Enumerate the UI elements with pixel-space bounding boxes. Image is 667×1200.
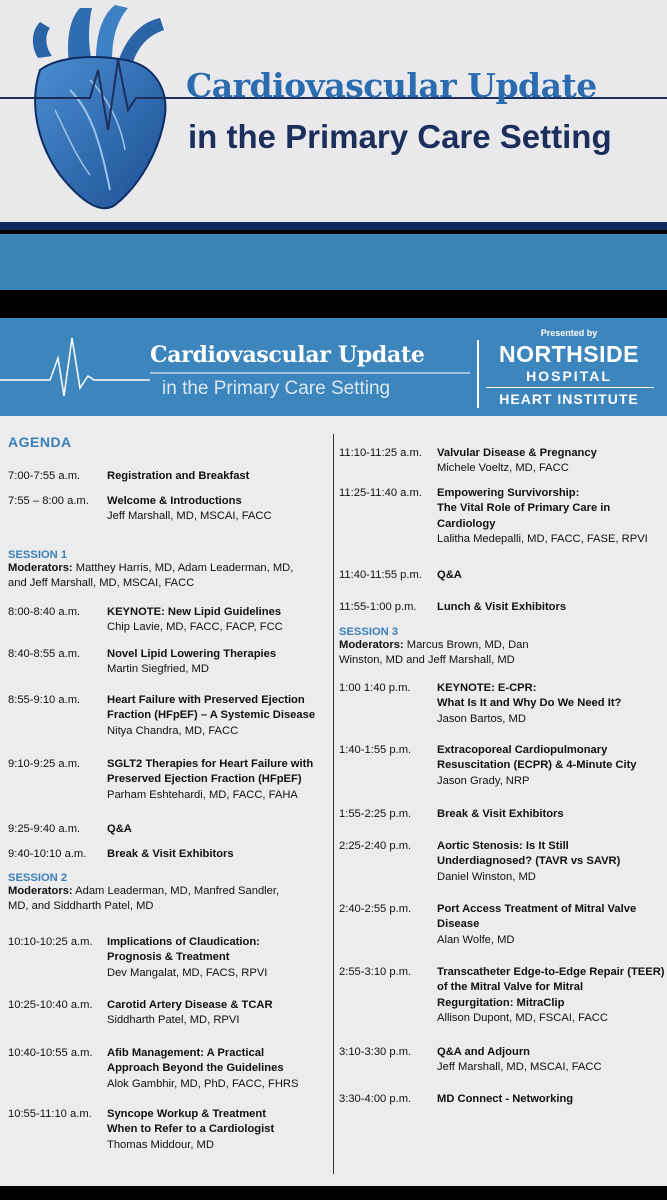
- agenda-item: [8, 494, 272, 525]
- agenda-item: [339, 681, 621, 727]
- agenda-session-title: When to Refer to a Cardiologist: [107, 1123, 275, 1136]
- column-divider: [333, 434, 334, 1174]
- agenda-session-title: Underdiagnosed? (TAVR vs SAVR): [437, 855, 621, 868]
- agenda-session-title: Q&A: [437, 569, 462, 581]
- agenda-speaker: Dev Mangalat, MD, FACS, RPVI: [107, 966, 268, 979]
- moderators-line: Winston, MD and Jeff Marshall, MD: [339, 654, 515, 667]
- org-logo-name: NORTHSIDE: [499, 341, 639, 367]
- agenda-time: 8:55-9:10 a.m.: [8, 694, 81, 706]
- agenda-panel: [0, 416, 667, 1200]
- moderators-line: and Jeff Marshall, MD, MSCAI, FACC: [8, 577, 195, 590]
- agenda-item: [8, 469, 249, 484]
- agenda-speaker: Allison Dupont, MD, FSCAI, FACC: [437, 1012, 608, 1025]
- agenda-details: [107, 469, 249, 484]
- agenda-details: [107, 1107, 274, 1153]
- agenda-time: 11:55-1:00 p.m.: [339, 601, 417, 613]
- agenda-item: [8, 757, 313, 803]
- agenda-item: [8, 935, 267, 981]
- agenda-speaker: Martin Siegfried, MD: [107, 663, 209, 676]
- agenda-session-title: Novel Lipid Lowering Therapies: [107, 648, 277, 660]
- session-label: SESSION 1: [8, 549, 68, 561]
- agenda-title: AGENDA: [8, 434, 72, 450]
- agenda-details: [437, 600, 566, 615]
- blue-band: [0, 234, 667, 290]
- moderators-label: Moderators:: [8, 562, 73, 574]
- agenda-speaker: Daniel Winston, MD: [437, 870, 536, 883]
- agenda-item: [339, 486, 648, 548]
- header-title: Cardiovascular Update: [150, 342, 425, 368]
- agenda-time: 10:55-11:10 a.m.: [8, 1108, 92, 1120]
- agenda-item: [8, 605, 283, 636]
- moderators-line: [8, 884, 279, 899]
- agenda-session-title: KEYNOTE: E-CPR:: [437, 682, 537, 694]
- agenda-session-title: Welcome & Introductions: [107, 495, 242, 507]
- agenda-details: [437, 839, 620, 885]
- agenda-item: [8, 647, 276, 678]
- agenda-item: [339, 965, 665, 1027]
- agenda-session-title: Syncope Workup & Treatment: [107, 1108, 266, 1120]
- agenda-session-title: Regurgitation: MitraClip: [437, 996, 565, 1009]
- agenda-details: [107, 822, 132, 837]
- moderators-names: Marcus Brown, MD, Dan: [403, 639, 529, 651]
- agenda-details: [107, 605, 283, 636]
- agenda-speaker: Siddharth Patel, MD, RPVI: [107, 1014, 240, 1027]
- agenda-speaker: Alan Wolfe, MD: [437, 933, 515, 946]
- agenda-details: [107, 1046, 298, 1092]
- agenda-session-title: Afib Management: A Practical: [107, 1047, 265, 1059]
- agenda-details: [107, 494, 272, 525]
- agenda-speaker: Thomas Middour, MD: [107, 1138, 214, 1151]
- agenda-session-title: Q&A and Adjourn: [437, 1046, 531, 1058]
- anatomical-heart-icon: [0, 0, 667, 224]
- moderators-line: [8, 561, 293, 576]
- agenda-item: [8, 847, 234, 862]
- agenda-session-title: Preserved Ejection Fraction (HFpEF): [107, 773, 302, 786]
- agenda-details: [437, 568, 462, 583]
- agenda-session-title: Port Access Treatment of Mitral Valve: [437, 903, 637, 915]
- agenda-time: 8:40-8:55 a.m.: [8, 648, 81, 660]
- agenda-session-title: Resuscitation (ECPR) & 4-Minute City: [437, 759, 637, 772]
- agenda-details: [107, 757, 313, 803]
- agenda-speaker: Michele Voeltz, MD, FACC: [437, 462, 569, 475]
- agenda-details: [437, 807, 564, 822]
- agenda-session-title: Empowering Survivorship:: [437, 487, 580, 499]
- session-label: SESSION 3: [339, 626, 399, 638]
- session-moderators: [8, 884, 279, 915]
- agenda-item: [339, 902, 636, 948]
- agenda-time: 1:40-1:55 p.m.: [339, 744, 412, 756]
- moderators-line: [339, 638, 529, 653]
- banner-title: Cardiovascular Update: [186, 66, 597, 105]
- agenda-item: [339, 839, 620, 885]
- agenda-details: [437, 902, 636, 948]
- agenda-time: 2:40-2:55 p.m.: [339, 903, 412, 915]
- agenda-session-title: Transcatheter Edge-to-Edge Repair (TEER): [437, 966, 665, 978]
- agenda-item: [339, 807, 564, 822]
- agenda-item: [339, 1092, 573, 1107]
- agenda-details: [107, 998, 273, 1029]
- agenda-session-title: Heart Failure with Preserved Ejection: [107, 694, 305, 706]
- agenda-session-title: Fraction (HFpEF) – A Systemic Disease: [107, 709, 316, 722]
- agenda-details: [107, 847, 234, 862]
- agenda-session-title: Aortic Stenosis: Is It Still: [437, 840, 569, 852]
- event-header: [0, 318, 667, 416]
- agenda-time: 11:40-11:55 p.m.: [339, 569, 422, 581]
- header-subtitle: in the Primary Care Setting: [162, 378, 391, 399]
- agenda-speaker: Jeff Marshall, MD, MSCAI, FACC: [437, 1061, 602, 1074]
- agenda-speaker: Chip Lavie, MD, FACC, FACP, FCC: [107, 621, 283, 634]
- moderators-names: Adam Leaderman, MD, Manfred Sandler,: [72, 885, 280, 897]
- agenda-session-title: Break & Visit Exhibitors: [107, 848, 234, 860]
- agenda-time: 9:10-9:25 a.m.: [8, 758, 81, 770]
- agenda-time: 10:25-10:40 a.m.: [8, 999, 93, 1011]
- agenda-session-title: Carotid Artery Disease & TCAR: [107, 999, 273, 1011]
- session-moderators: [339, 638, 529, 669]
- agenda-time: 10:40-10:55 a.m.: [8, 1047, 93, 1059]
- agenda-time: 8:00-8:40 a.m.: [8, 606, 81, 618]
- agenda-session-title: The Vital Role of Primary Care in: [437, 502, 611, 515]
- agenda-time: 7:55 – 8:00 a.m.: [8, 495, 89, 507]
- agenda-session-title: Implications of Claudication:: [107, 936, 260, 948]
- agenda-item: [8, 822, 132, 837]
- agenda-session-title: Valvular Disease & Pregnancy: [437, 447, 597, 459]
- agenda-session-title: of the Mitral Valve for Mitral: [437, 981, 584, 994]
- agenda-session-title: KEYNOTE: New Lipid Guidelines: [107, 606, 282, 618]
- banner-subtitle: in the Primary Care Setting: [188, 118, 612, 155]
- agenda-session-title: Approach Beyond the Guidelines: [107, 1062, 284, 1075]
- agenda-speaker: Jason Bartos, MD: [437, 712, 526, 725]
- agenda-item: [339, 446, 597, 477]
- agenda-details: [437, 965, 665, 1027]
- agenda-item: [8, 693, 315, 739]
- agenda-details: [437, 743, 637, 789]
- agenda-item: [8, 1107, 274, 1153]
- agenda-time: 11:10-11:25 a.m.: [339, 447, 422, 459]
- agenda-session-title: What Is It and Why Do We Need It?: [437, 697, 622, 710]
- agenda-details: [107, 935, 267, 981]
- top-banner: [0, 0, 667, 224]
- session-label: SESSION 2: [8, 872, 68, 884]
- agenda-session-title: Extracoporeal Cardiopulmonary: [437, 744, 608, 756]
- moderators-line: MD, and Siddharth Patel, MD: [8, 900, 154, 913]
- agenda-time: 1:00 1:40 p.m.: [339, 682, 411, 694]
- agenda-time: 9:40-10:10 a.m.: [8, 848, 87, 860]
- agenda-session-title: Break & Visit Exhibitors: [437, 808, 564, 820]
- agenda-item: [339, 743, 637, 789]
- agenda-session-title: MD Connect - Networking: [437, 1093, 574, 1105]
- agenda-session-title: Registration and Breakfast: [107, 470, 250, 482]
- agenda-session-title: Q&A: [107, 823, 132, 835]
- agenda-time: 2:55-3:10 p.m.: [339, 966, 412, 978]
- agenda-time: 1:55-2:25 p.m.: [339, 808, 412, 820]
- agenda-item: [8, 998, 273, 1029]
- org-logo-institute: HEART INSTITUTE: [499, 391, 639, 407]
- divider-stripe: [0, 222, 667, 230]
- agenda-time: 9:25-9:40 a.m.: [8, 823, 81, 835]
- org-logo-rule: [486, 387, 654, 388]
- agenda-time: 7:00-7:55 a.m.: [8, 470, 81, 482]
- agenda-item: [8, 1046, 298, 1092]
- agenda-item: [339, 568, 462, 583]
- agenda-time: 10:10-10:25 a.m.: [8, 936, 93, 948]
- agenda-item: [339, 1045, 602, 1076]
- org-logo-hospital: HOSPITAL: [526, 368, 612, 384]
- agenda-speaker: Alok Gambhir, MD, PhD, FACC, FHRS: [107, 1077, 299, 1090]
- header-divider: [477, 340, 479, 408]
- moderators-label: Moderators:: [8, 885, 73, 897]
- agenda-session-title: Prognosis & Treatment: [107, 951, 230, 964]
- agenda-details: [437, 446, 597, 477]
- agenda-item: [339, 600, 566, 615]
- agenda-session-title: Cardiology: [437, 517, 496, 530]
- agenda-time: 3:30-4:00 p.m.: [339, 1093, 412, 1105]
- session-moderators: [8, 561, 293, 592]
- agenda-time: 2:25-2:40 p.m.: [339, 840, 412, 852]
- agenda-speaker: Jeff Marshall, MD, MSCAI, FACC: [107, 510, 272, 523]
- moderators-label: Moderators:: [339, 639, 404, 651]
- agenda-details: [107, 647, 276, 678]
- moderators-names: Matthey Harris, MD, Adam Leaderman, MD,: [72, 562, 294, 574]
- agenda-session-title: SGLT2 Therapies for Heart Failure with: [107, 758, 314, 770]
- agenda-speaker: Jason Grady, NRP: [437, 774, 530, 787]
- agenda-details: [437, 1045, 602, 1076]
- agenda-time: 11:25-11:40 a.m.: [339, 487, 422, 499]
- agenda-speaker: Lalitha Medepalli, MD, FACC, FASE, RPVI: [437, 533, 648, 546]
- agenda-details: [437, 486, 648, 548]
- agenda-speaker: Nitya Chandra, MD, FACC: [107, 724, 239, 737]
- agenda-details: [437, 1092, 573, 1107]
- agenda-details: [437, 681, 621, 727]
- agenda-speaker: Parham Eshtehardi, MD, FACC, FAHA: [107, 788, 298, 801]
- agenda-time: 3:10-3:30 p.m.: [339, 1046, 412, 1058]
- presented-by-label: Presented by: [540, 328, 598, 338]
- agenda-details: [107, 693, 315, 739]
- agenda-session-title: Disease: [437, 918, 480, 931]
- agenda-session-title: Lunch & Visit Exhibitors: [437, 601, 567, 613]
